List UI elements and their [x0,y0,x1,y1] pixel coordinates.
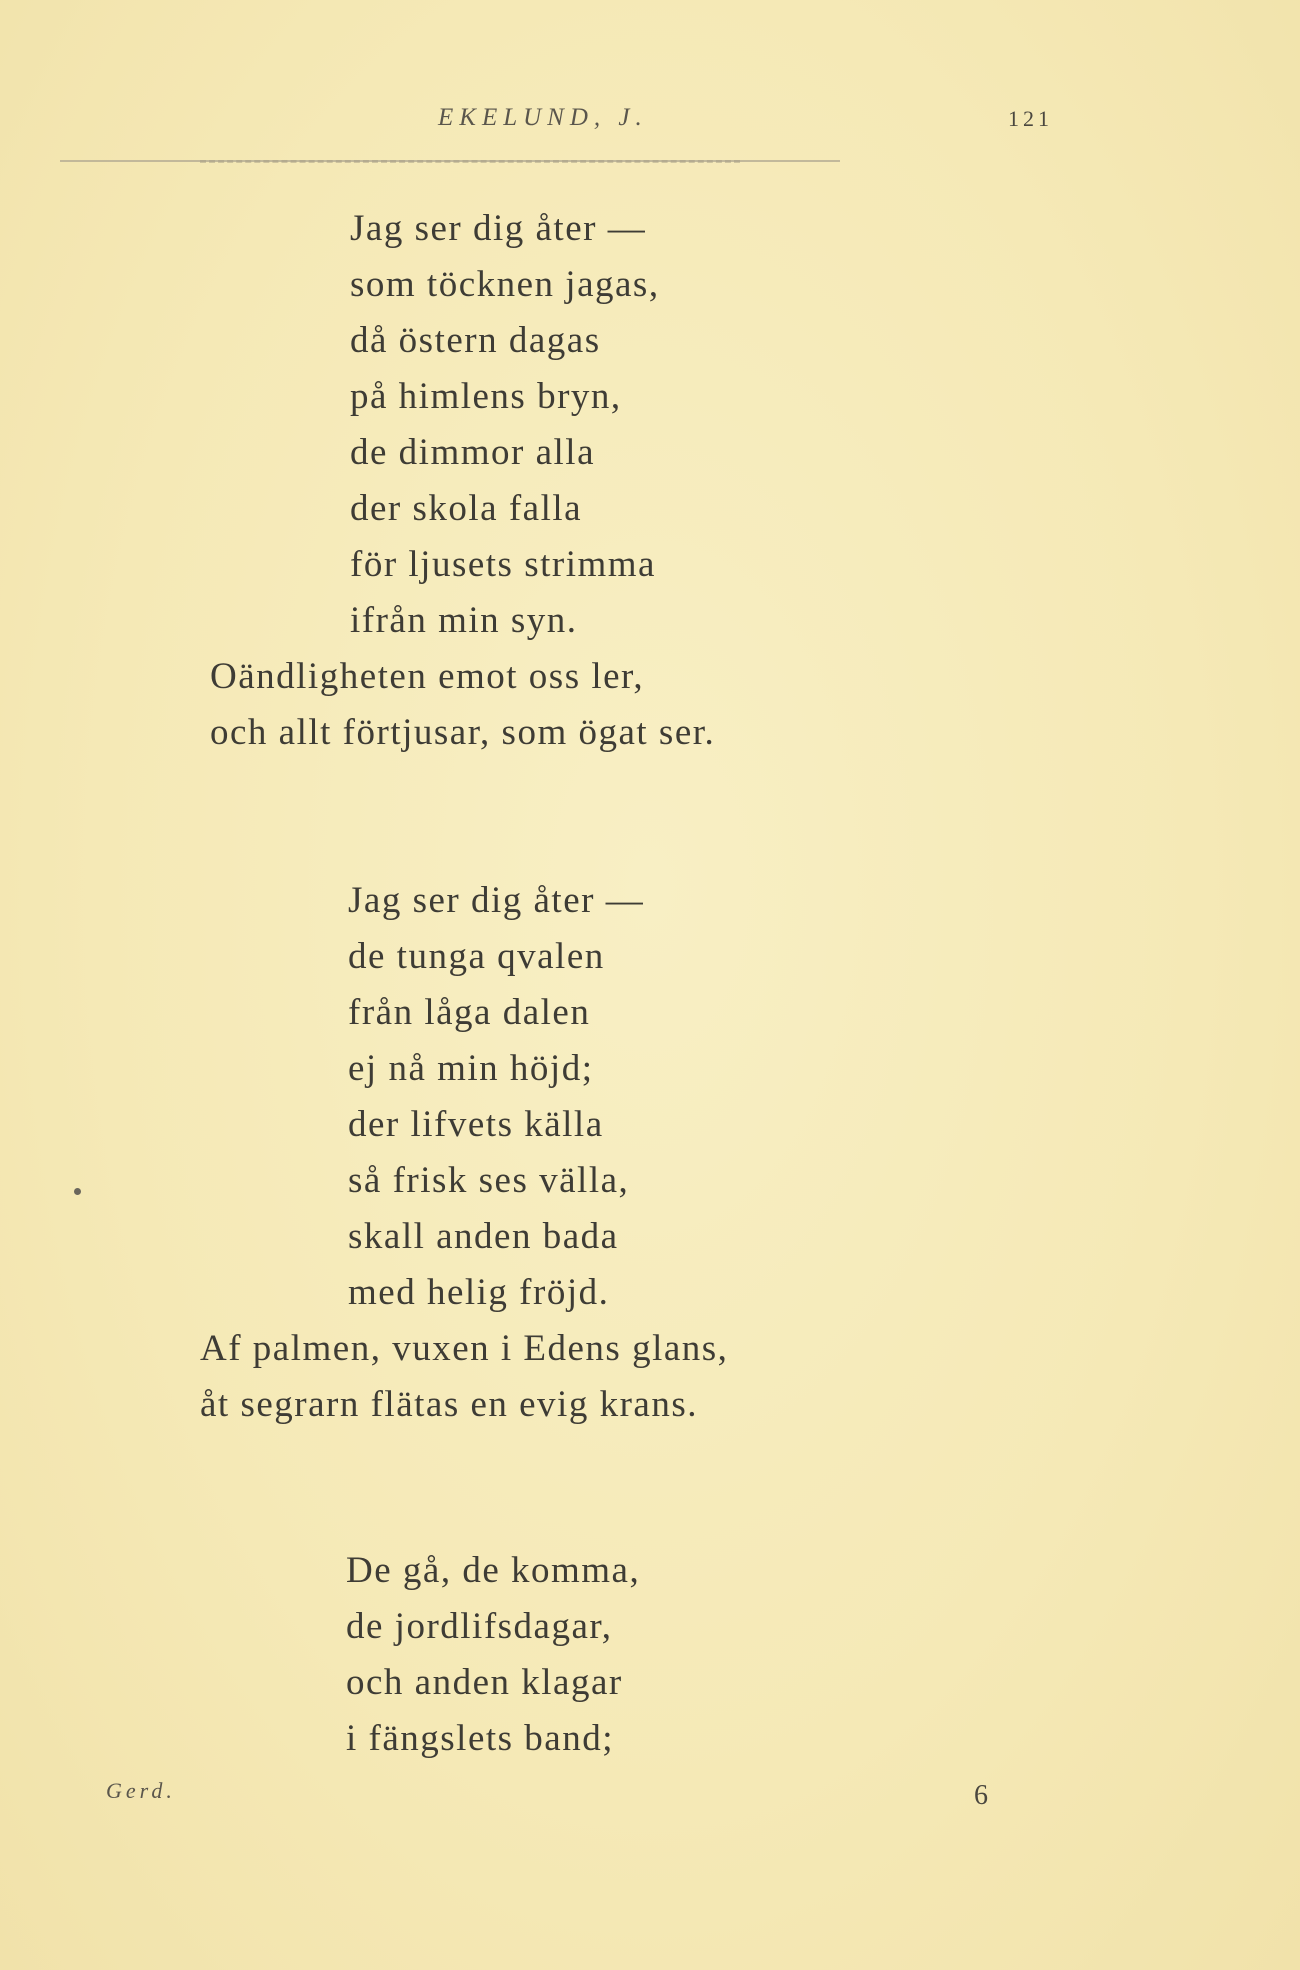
poem-line: de dimmor alla [350,432,595,473]
refrain-line: åt segrarn flätas en evig krans. [200,1384,698,1425]
poem-line: så frisk ses välla, [348,1160,630,1201]
poem-line: der skola falla [350,488,583,529]
poem-line: för ljusets strimma [350,544,656,585]
poem-line: med helig fröjd. [348,1272,610,1313]
header-rule-faint [200,160,740,163]
refrain-line: Af palmen, vuxen i Edens glans, [200,1328,729,1369]
signature-mark: Gerd. [106,1778,176,1803]
poem-line: från låga dalen [348,992,591,1033]
poem-line: och anden klagar [346,1662,623,1703]
poem-line: som töcknen jagas, [350,264,660,305]
print-speck [74,1188,81,1195]
poem-line: skall anden bada [348,1216,619,1257]
poem-line: i fängslets band; [346,1718,615,1759]
poem-line: der lifvets källa [348,1104,604,1145]
refrain-line: och allt förtjusar, som ögat ser. [210,712,716,753]
page-number: 121 [1008,106,1053,131]
sheet-mark: 6 [974,1780,988,1811]
poem-line: Jag ser dig åter — [348,880,645,921]
poem-line: ifrån min syn. [350,600,578,641]
poem-line: de tunga qvalen [348,936,605,977]
poem-line: då östern dagas [350,320,601,361]
running-head: EKELUND, J. [438,104,648,131]
poem-line: de jordlifsdagar, [346,1606,613,1647]
poem-line: på himlens bryn, [350,376,622,417]
poem-line: ej nå min höjd; [348,1048,594,1089]
poem-line: Jag ser dig åter — [350,208,647,249]
refrain-line: Oändligheten emot oss ler, [210,656,645,697]
poem-line: De gå, de komma, [346,1550,641,1591]
